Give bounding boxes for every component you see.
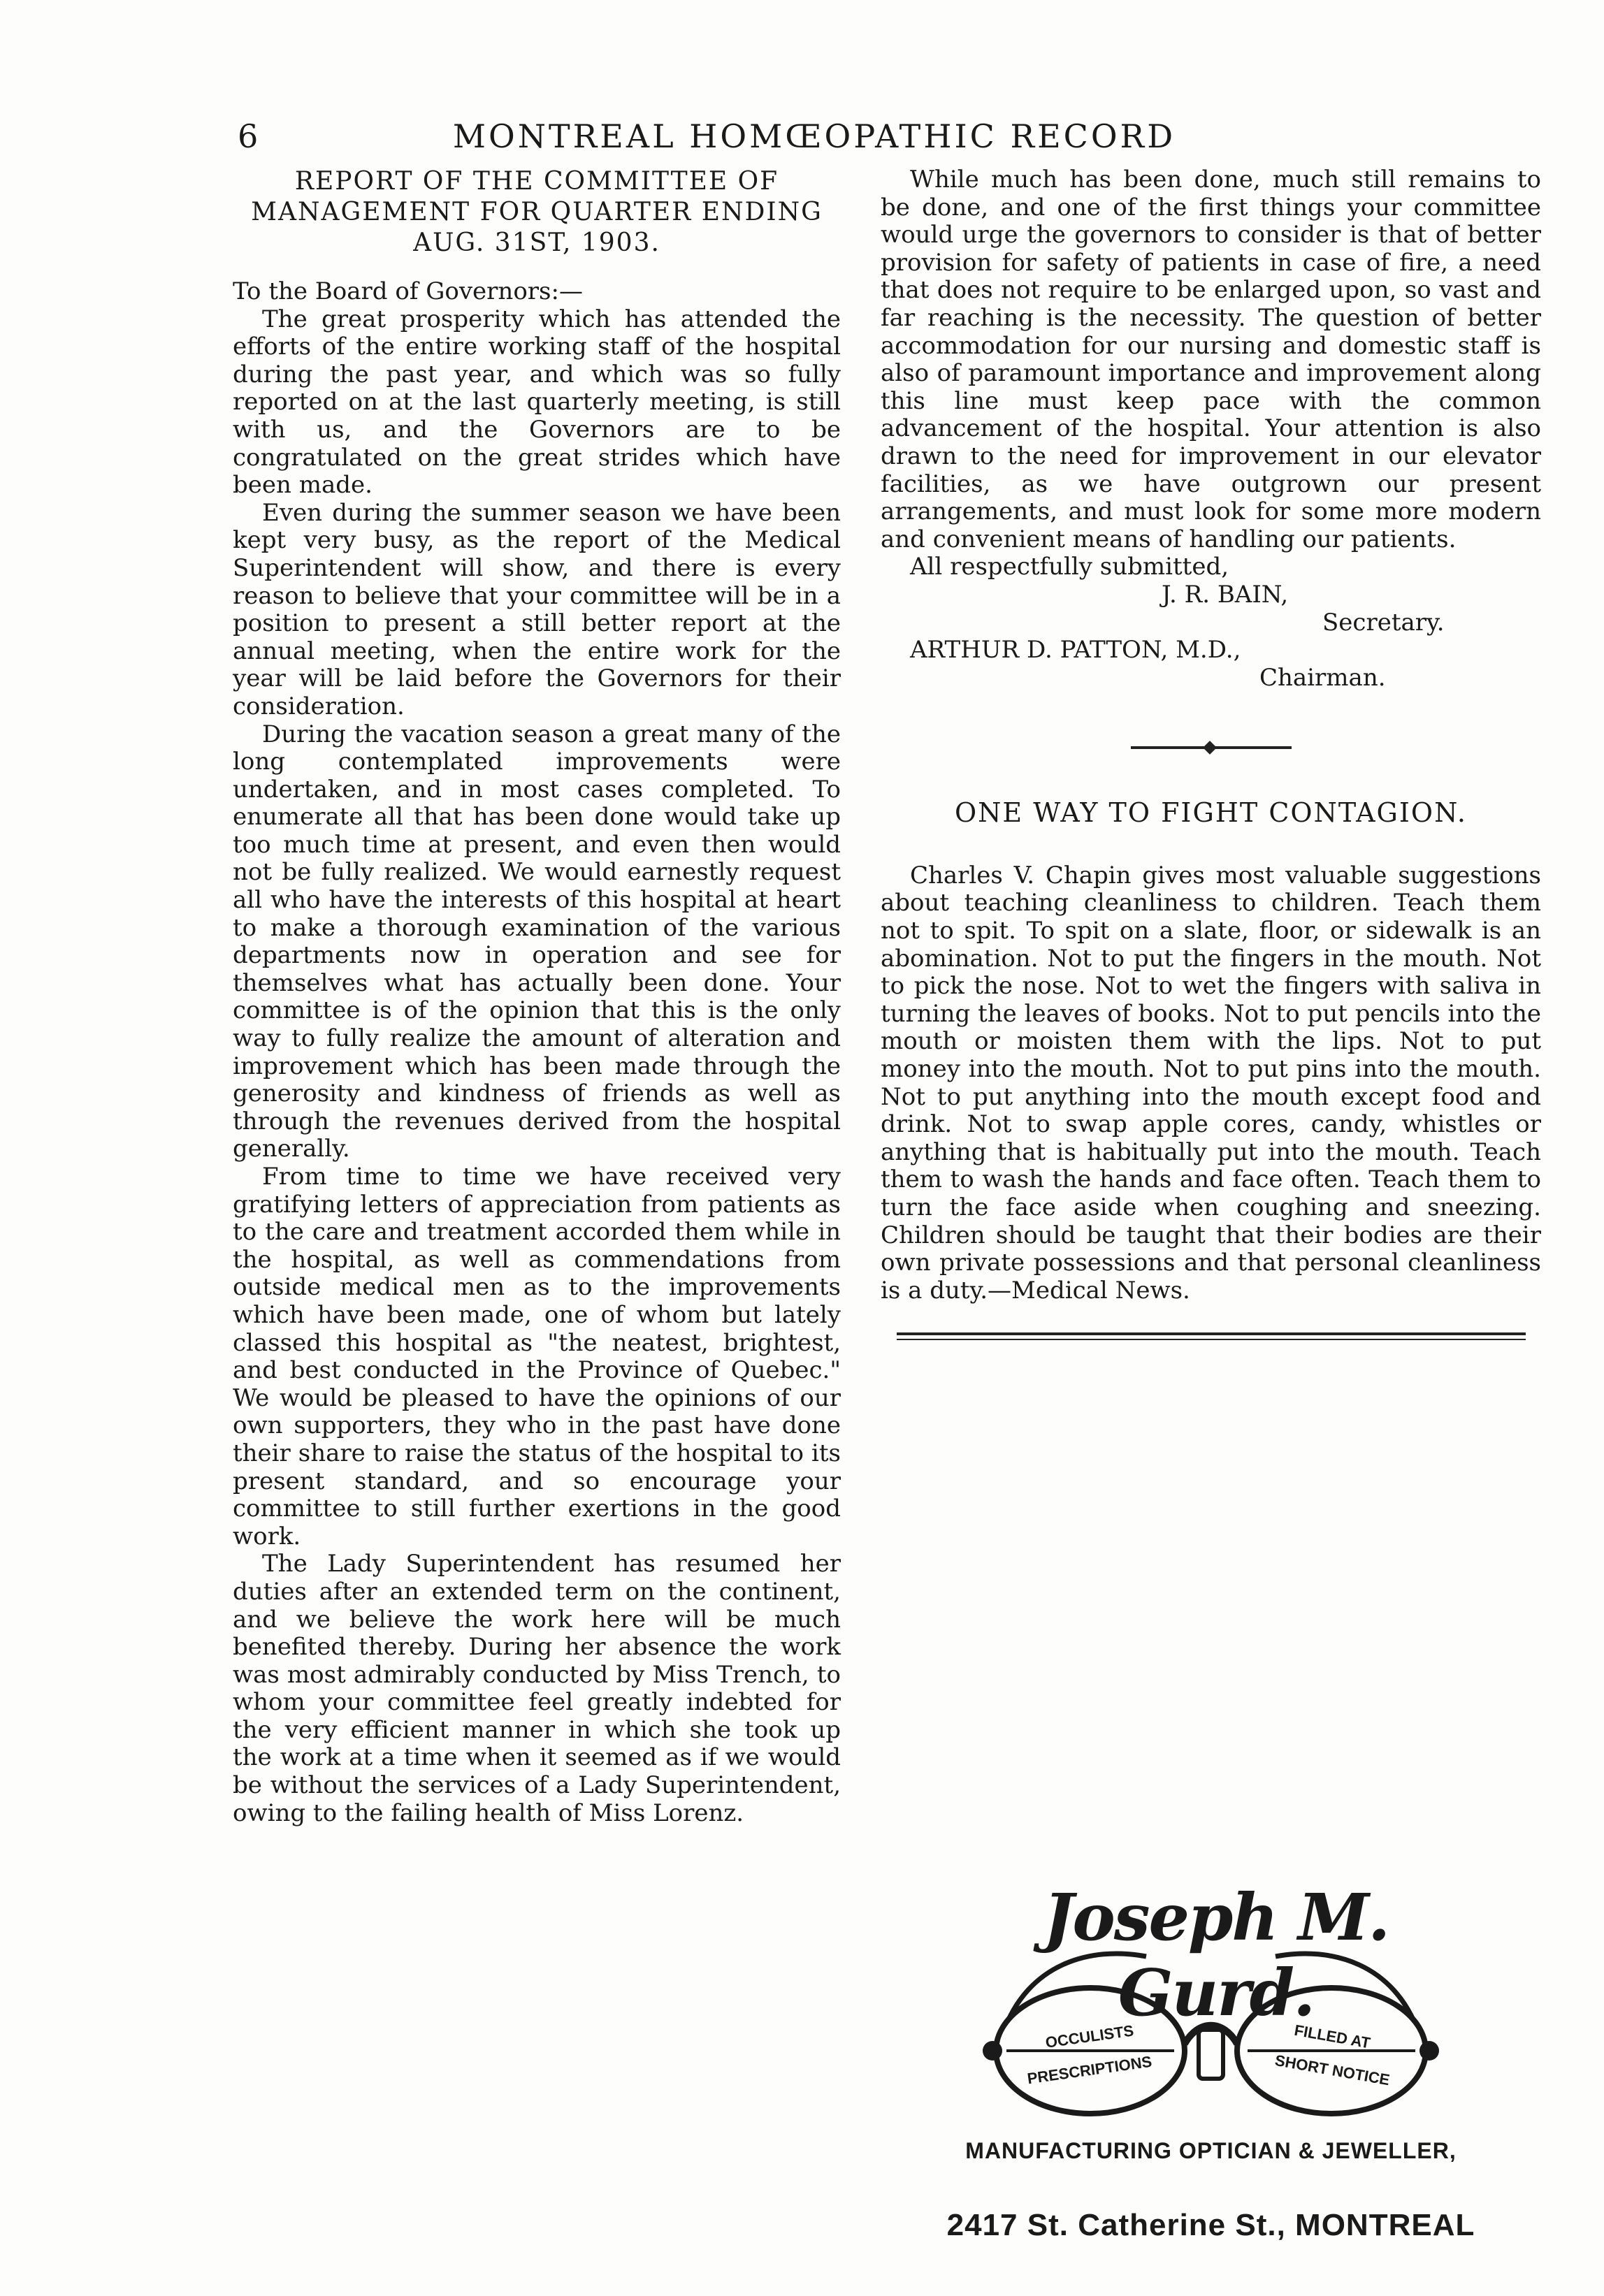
report-closing: All respectfully submitted, (910, 553, 1229, 581)
report-paragraph-2: Even during the summer season we have been kept very busy, as the report of the Medical Superintendent will show, and there is every reason to believe that your committee will be in a position to present a still better report at the annual meeting, when the entire work for the year will be laid before the Governors for their consideration. (233, 498, 841, 720)
report-salutation: To the Board of Governors:— (233, 277, 583, 305)
report-paragraph-3: During the vacation season a great many of the long contemplated improvements were undertaken, and in most cases completed. To enumerate all that has been done would take up too much time at present, and even then would not be fully realized. We would earnestly request all who have the interests of this hospital at heart to make a thorough examination of the various departments now in operation and see for themselves what has actually been done. Your committee is of the opinion that this is the only way to fully realize the amount of alteration and improvement which has been made through the generosity and kindness of friends as well as through the revenues derived from the hospital generally. (233, 720, 841, 1163)
report-paragraph-1: The great prosperity which has attended the efforts of the entire working staff of the hospital during the past year, and which was so fully reported on at the last quarterly meeting, is still with us, and the Governors are to be congratulated on the great strides which have been made. (233, 305, 841, 500)
report-paragraph-5: The Lady Superintendent has resumed her duties after an extended term on the continent, and we believe the work here will be much benefited thereby. During her absence the work was most admirably conducted by Miss Trench, to whom your committee feel greatly indebted for the very efficient manner in which she took up the work at a time when it seemed as if we would be without the services of a Lady Superintendent, owing to the failing health of Miss Lorenz. (233, 1550, 841, 1827)
contagion-body: Charles V. Chapin gives most valuable suggestions about teaching cleanliness to children. Teach them not to spit. To spit on a slate, floor, or sidewalk is an abomination. Not to put the fingers in the mouth. Not to pick the nose. Not to wet the fingers with saliva in turning the leaves of books. Not to put pencils into the mouth or moisten them with the lips. Not to put money into the mouth. Not to put pins into the mouth. Not to put anything into the mouth except food and drink. Not to swap apple cores, candy, whistles or anything that is habitually put into the mouth. Teach them to wash the hands and face often. Teach them to turn the face aside when coughing and sneezing. Children should be taught that their bodies are their own private possessions and that personal cleanliness is a duty.—Medical News. (881, 861, 1541, 1305)
chairman-title: Chairman. (1259, 663, 1386, 692)
left-lens-bottom-text: PRESCRIPTIONS (1026, 2052, 1153, 2088)
secretary-title: Secretary. (1322, 608, 1445, 637)
secretary-name: J. R. BAIN, (1162, 580, 1289, 609)
advertiser-name: Joseph M. Gurd. (1043, 1880, 1389, 2030)
advertiser-address: 2417 St. Catherine St., MONTREAL (946, 2208, 1475, 2242)
right-column (881, 166, 1541, 1340)
contagion-heading: ONE WAY TO FIGHT CONTAGION. (955, 797, 1467, 829)
report-heading: REPORT OF THE COMMITTEE OF MANAGEMENT FOR QUARTER ENDING AUG. 31ST, 1903. (251, 167, 823, 257)
report-paragraph-4: From time to time we have received very gratifying letters of appreciation from patients as to the care and treatment accorded them while in the hospital, as well as commendations from outside medical men as to the improvements which have been made, one of whom but lately classed this hospital as "the neatest, brightest, and best conducted in the Province of Quebec." We would be pleased to have the opinions of our own supporters, they who in the past have done their share to raise the status of the hospital to its present standard, and so encourage your committee to still further exertions in the good work. (233, 1163, 841, 1550)
double-rule (897, 1332, 1526, 1340)
optician-advertisement (881, 1880, 1541, 2271)
right-lens-top-text: FILLED AT (1292, 2021, 1372, 2052)
section-divider (1131, 746, 1292, 749)
page-header (238, 112, 1391, 161)
left-column (233, 166, 841, 1827)
right-lens-bottom-text: SHORT NOTICE (1273, 2051, 1392, 2089)
report-paragraph-6: While much has been done, much still remains to be done, and one of the first things your committee would urge the governors to consider is that of better provision for safety of patients in case of fire, a need that does not require to be enlarged upon, so vast and far reaching is the necessity. The question of better accommodation for our nursing and domestic staff is also of paramount importance and improvement along this line must keep pace with the common advancement of the hospital. Your attention is also drawn to the need for improvement in our elevator facilities, as we have outgrown our present arrangements, and must look for some more modern and convenient means of handling our patients. (881, 166, 1541, 553)
advertiser-tagline: MANUFACTURING OPTICIAN & JEWELLER, (965, 2138, 1457, 2163)
left-lens-top-text: OCCULISTS (1044, 2021, 1135, 2051)
chairman-name: ARTHUR D. PATTON, M.D., (910, 636, 1241, 664)
publication-title: MONTREAL HOMŒOPATHIC RECORD (452, 117, 1176, 155)
page-number: 6 (238, 117, 259, 155)
